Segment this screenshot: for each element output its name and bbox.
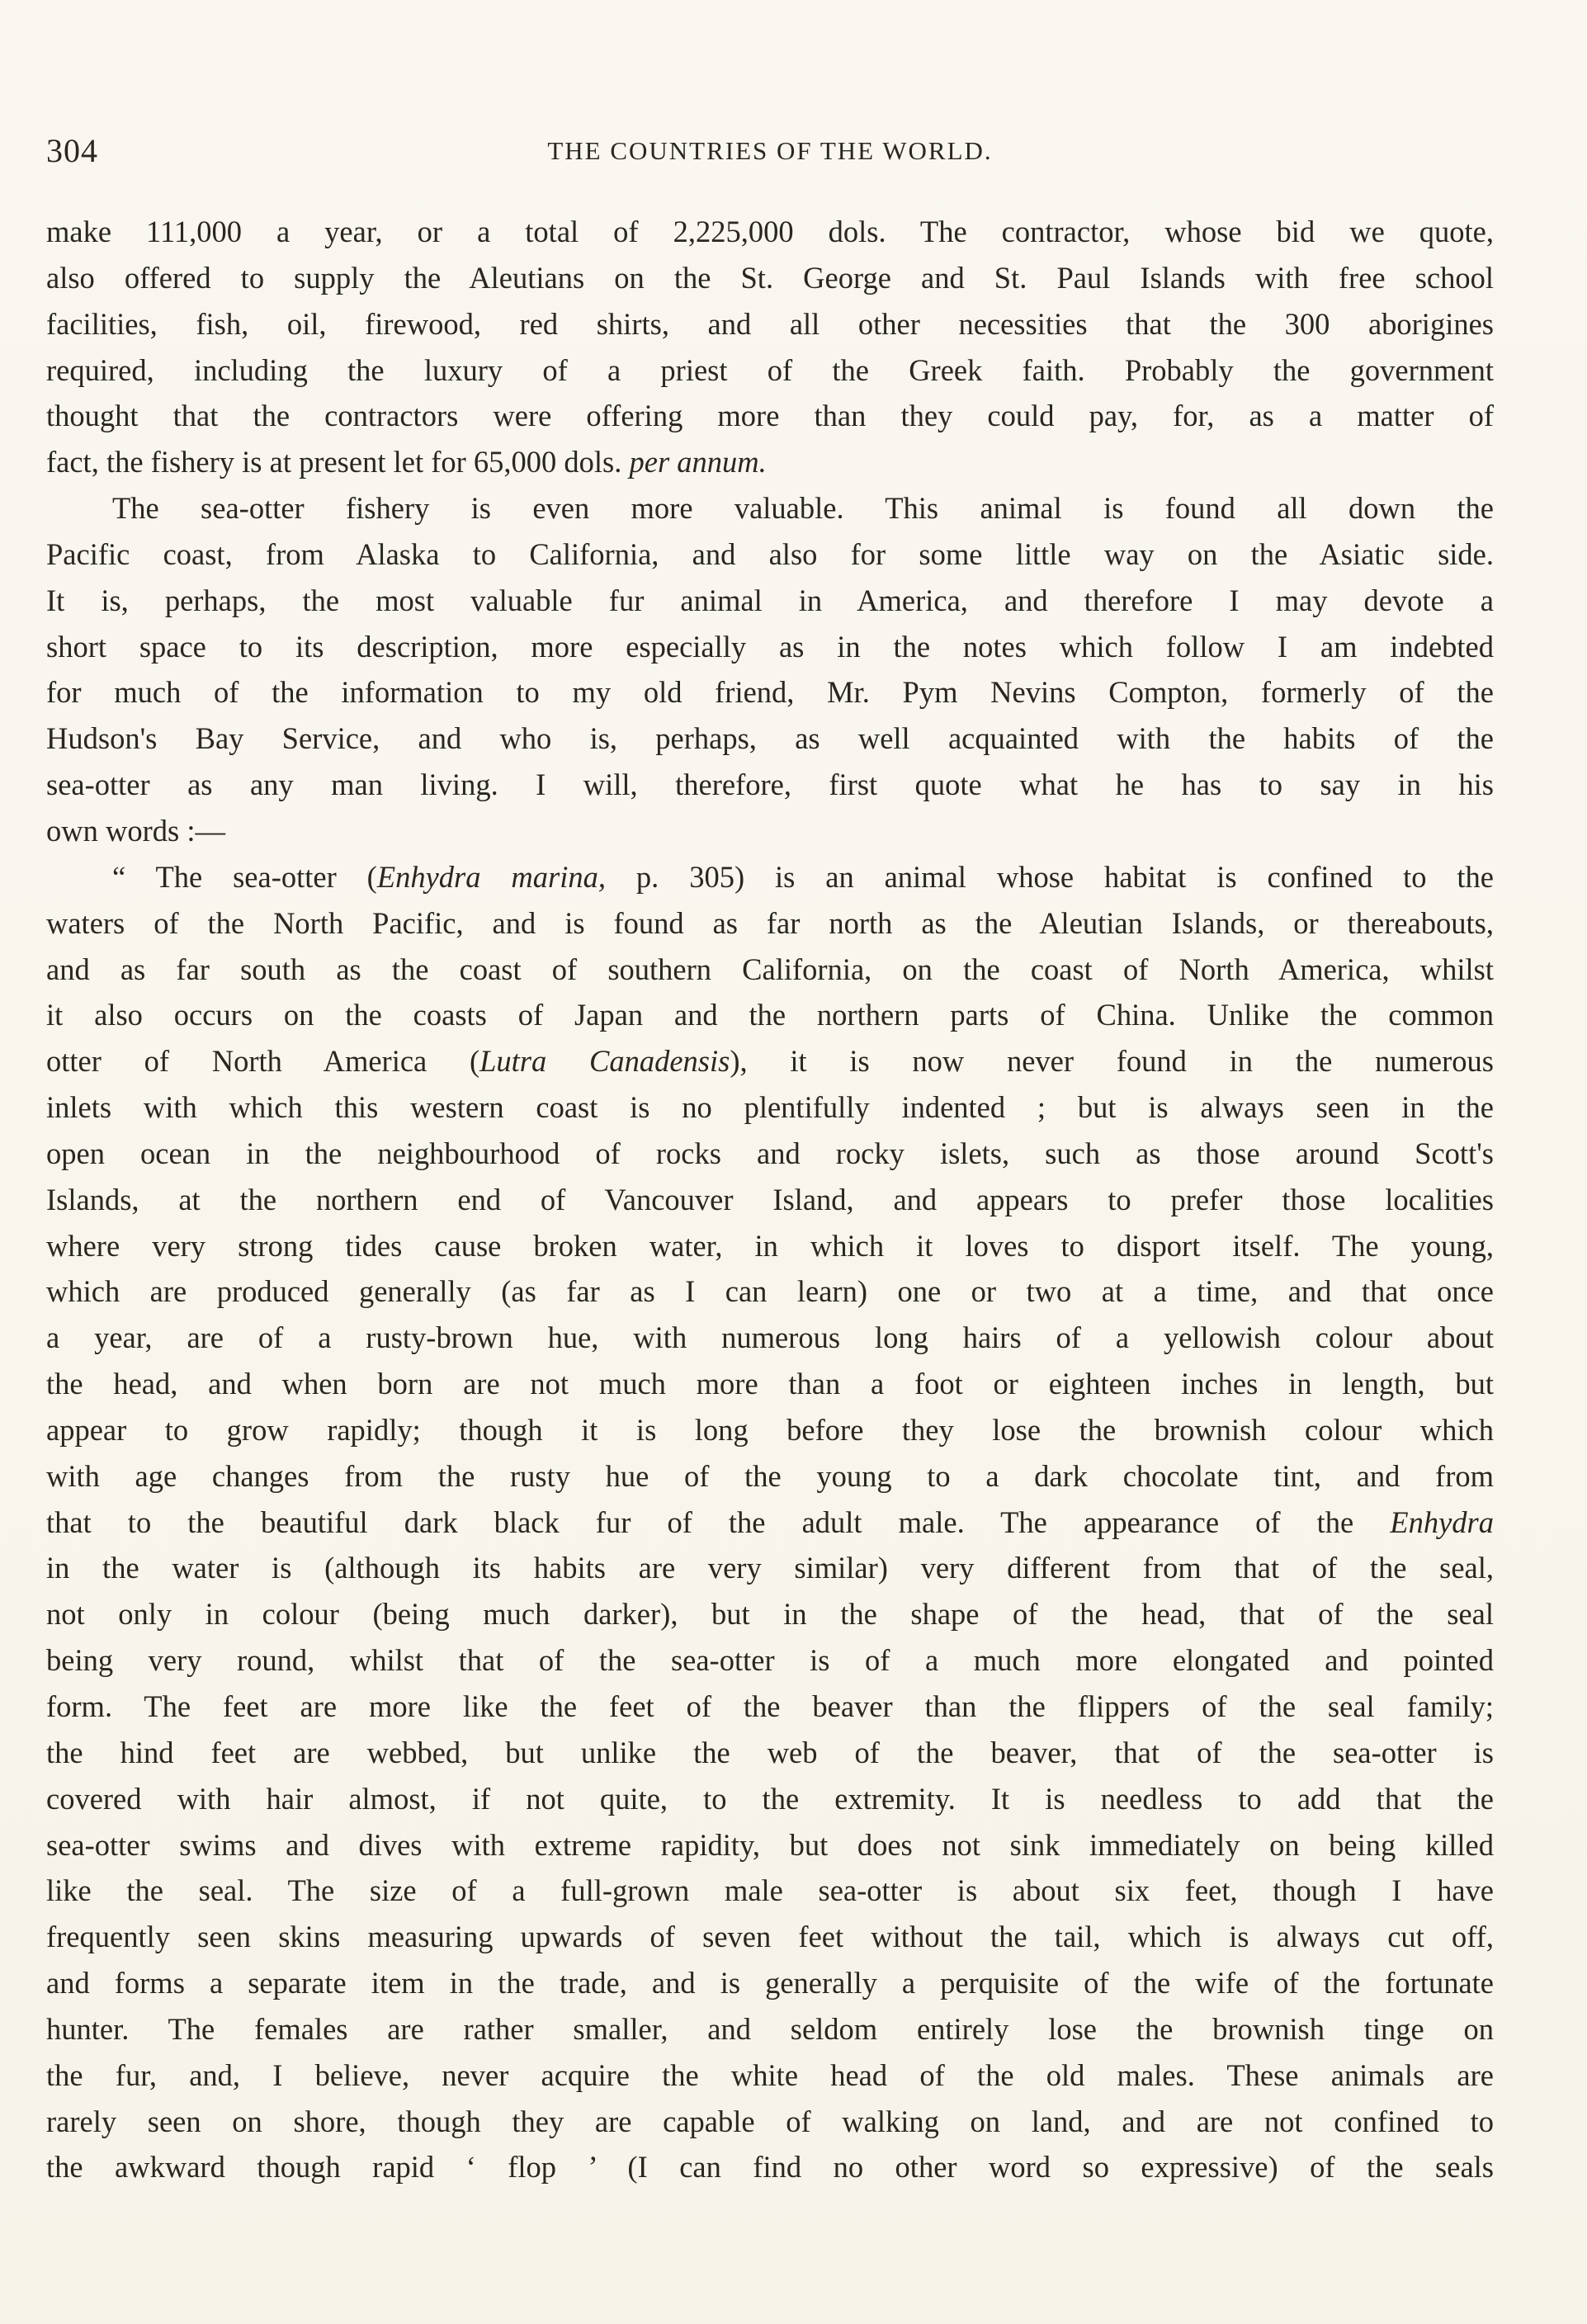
text-line: hunter. The females are rather smaller, and seldom entirely lose the brownish tinge on bbox=[46, 2011, 1494, 2046]
italic-phrase: Lutra Canadensis bbox=[479, 1044, 730, 1079]
text-line: otter of North America (Lutra Canadensis), it is now never found in the numerous bbox=[46, 1044, 1494, 1079]
text-line: thought that the contractors were offering more than they could pay, for, as a matter of bbox=[46, 399, 1494, 433]
italic-phrase: per annum. bbox=[629, 445, 767, 479]
text-line: inlets with which this western coast is no plentifully indented ; but is always seen in the bbox=[46, 1090, 1494, 1125]
body-text bbox=[46, 209, 1494, 2190]
text-line: a year, are of a rusty-brown hue, with numerous long hairs of a yellowish colour about bbox=[46, 1320, 1494, 1355]
paragraph-start-line: The sea-otter fishery is even more valuable. This animal is found all down the bbox=[112, 491, 1494, 526]
paragraph-start-line: “ The sea-otter (Enhydra marina, p. 305) is an animal whose habitat is confined to the bbox=[112, 859, 1494, 894]
text-line: that to the beautiful dark black fur of the adult male. The appearance of the Enhydra bbox=[46, 1504, 1494, 1539]
text-line: where very strong tides cause broken water, in which it loves to disport itself. The young, bbox=[46, 1228, 1494, 1263]
italic-phrase: Enhydra bbox=[1390, 1504, 1494, 1539]
text-line: the awkward though rapid ‘ flop ’ (I can find no other word so expressive) of the seals bbox=[46, 2150, 1494, 2185]
text-line: Pacific coast, from Alaska to California, and also for some little way on the Asiatic side. bbox=[46, 536, 1494, 571]
text-line: it also occurs on the coasts of Japan and the northern parts of China. Unlike the common bbox=[46, 998, 1494, 1032]
text-line: Islands, at the northern end of Vancouver Island, and appears to prefer those localities bbox=[46, 1182, 1494, 1216]
text-line: and forms a separate item in the trade, and is generally a perquisite of the wife of the fortunate bbox=[46, 1966, 1494, 2000]
text-line: short space to its description, more especially as in the notes which follow I am indebted bbox=[46, 629, 1494, 664]
text-line: fact, the fishery is at present let for 65,000 dols. per annum. bbox=[46, 445, 767, 479]
text-line: the hind feet are webbed, but unlike the web of the beaver, that of the sea-otter is bbox=[46, 1735, 1494, 1769]
text-line: facilities, fish, oil, firewood, red shirts, and all other necessities that the 300 aborigines bbox=[46, 306, 1494, 341]
text-line: also offered to supply the Aleutians on the St. George and St. Paul Islands with free school bbox=[46, 260, 1494, 295]
text-line: open ocean in the neighbourhood of rocks and rocky islets, such as those around Scott's bbox=[46, 1136, 1494, 1170]
text-line: Hudson's Bay Service, and who is, perhaps, as well acquainted with the habits of the bbox=[46, 721, 1494, 756]
running-head bbox=[46, 130, 1494, 172]
running-head-title: THE COUNTRIES OF THE WORLD. bbox=[547, 136, 993, 165]
text-line: rarely seen on shore, though they are capable of walking on land, and are not confined to bbox=[46, 2104, 1494, 2138]
text-line: waters of the North Pacific, and is found as far north as the Aleutian Islands, or thereabouts, bbox=[46, 905, 1494, 940]
text-line: appear to grow rapidly; though it is long before they lose the brownish colour which bbox=[46, 1412, 1494, 1447]
text-line: the head, and when born are not much more than a foot or eighteen inches in length, but bbox=[46, 1367, 1494, 1401]
text-line: frequently seen skins measuring upwards of seven feet without the tail, which is always cut off, bbox=[46, 1920, 1494, 1954]
text-line: the fur, and, I believe, never acquire the white head of the old males. These animals are bbox=[46, 2057, 1494, 2092]
text-line: required, including the luxury of a priest of the Greek faith. Probably the government bbox=[46, 352, 1494, 387]
text-line: in the water is (although its habits are very similar) very different from that of the seal, bbox=[46, 1551, 1494, 1585]
text-line: It is, perhaps, the most valuable fur animal in America, and therefore I may devote a bbox=[46, 583, 1494, 617]
page-number: 304 bbox=[46, 132, 98, 169]
text-line: and as far south as the coast of southern California, on the coast of North America, whilst bbox=[46, 952, 1494, 986]
text-line: for much of the information to my old friend, Mr. Pym Nevins Compton, formerly of the bbox=[46, 675, 1494, 710]
text-line: sea-otter swims and dives with extreme rapidity, but does not sink immediately on being killed bbox=[46, 1827, 1494, 1862]
text-line: form. The feet are more like the feet of the beaver than the flippers of the seal family; bbox=[46, 1689, 1494, 1723]
text-line: sea-otter as any man living. I will, therefore, first quote what he has to say in his bbox=[46, 768, 1494, 802]
text-line: like the seal. The size of a full-grown male sea-otter is about six feet, though I have bbox=[46, 1873, 1494, 1908]
text-line: make 111,000 a year, or a total of 2,225,000 dols. The contractor, whose bid we quote, bbox=[46, 215, 1494, 248]
text-line: not only in colour (being much darker), but in the shape of the head, that of the seal bbox=[46, 1597, 1494, 1632]
italic-phrase: Enhydra marina, bbox=[376, 859, 606, 894]
text-line: with age changes from the rusty hue of the young to a dark chocolate tint, and from bbox=[46, 1458, 1494, 1493]
text-line: own words :— bbox=[46, 813, 225, 848]
text-line: which are produced generally (as far as I can learn) one or two at a time, and that once bbox=[46, 1274, 1494, 1309]
text-line: being very round, whilst that of the sea-otter is of a much more elongated and pointed bbox=[46, 1643, 1494, 1678]
text-line: covered with hair almost, if not quite, to the extremity. It is needless to add that the bbox=[46, 1781, 1494, 1816]
